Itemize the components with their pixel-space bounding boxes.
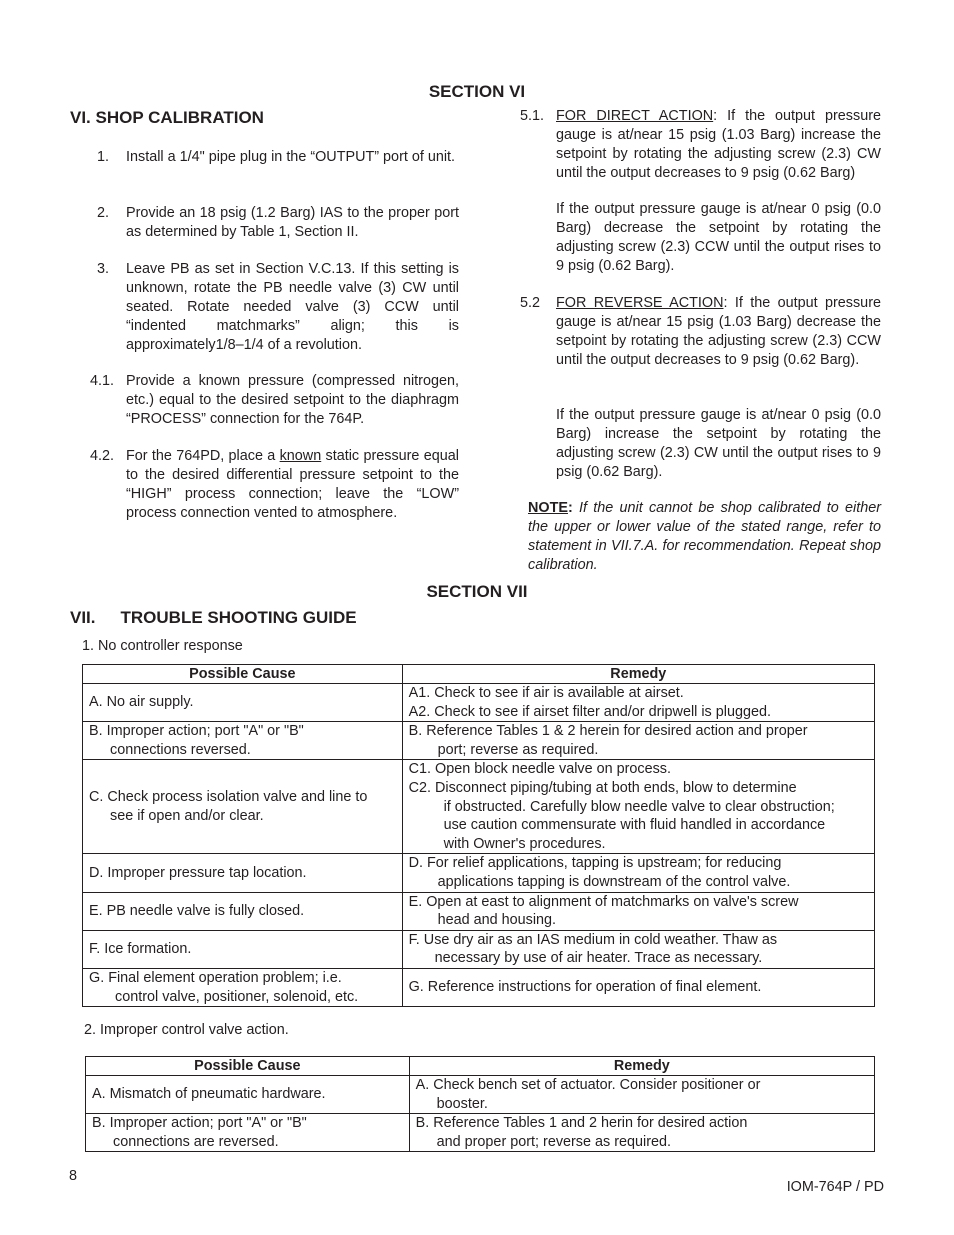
section-6-title: VI. SHOP CALIBRATION — [70, 108, 264, 127]
cause-line: C. Check process isolation valve and line to — [89, 789, 368, 806]
note-label: NOTE — [528, 500, 568, 516]
step-3 — [97, 260, 459, 356]
remedy-line: if obstructed. Carefully blow needle valve to clear obstruction; — [443, 798, 835, 815]
cause-cell — [86, 1076, 410, 1114]
cause-line: F. Ice formation. — [89, 941, 192, 958]
step-5-1-text — [556, 107, 881, 183]
step-4-2-number: 4.2. — [90, 448, 115, 464]
step-5-1-number: 5.1. — [520, 108, 545, 124]
section-7-title-number: VII. — [70, 608, 96, 627]
section-6-header: SECTION VI — [428, 82, 526, 101]
cause-line: see if open and/or clear. — [110, 807, 264, 824]
step-2-text: Provide an 18 psig (1.2 Barg) IAS to the proper port as determined by Table 1, Section II. — [126, 205, 459, 240]
cause-line: connections are reversed. — [113, 1133, 279, 1150]
table-row — [83, 930, 875, 968]
step-4-2 — [90, 447, 459, 527]
remedy-line: F. Use dry air as an IAS medium in cold weather. Thaw as — [408, 931, 778, 948]
remedy-cell — [409, 1076, 874, 1114]
cause-cell — [83, 968, 403, 1006]
remedy-cell — [402, 854, 874, 892]
calibration-note — [528, 499, 881, 575]
remedy-line: and proper port; reverse as required. — [436, 1133, 671, 1150]
reverse-action-heading: FOR REVERSE ACTION — [556, 295, 724, 311]
cause-line: G. Final element operation problem; i.e. — [89, 969, 342, 986]
table-row — [83, 892, 875, 930]
section-7-header: SECTION VII — [426, 582, 528, 601]
step-5-2-para2: If the output pressure gauge is at/near 0 psig (0.0 Barg) increase the setpoint by rotating the adjusting screw (2.3) CW until the output rises to 9 psig (0.62 Barg). — [556, 407, 881, 480]
page-number: 8 — [69, 1168, 78, 1184]
step-5-2-number: 5.2 — [520, 295, 541, 311]
step-4-2-text-after: static pressure equal to the desired differential pressure setpoint to the “HIGH” process connection; leave the “LOW” process connection vented to atmosphere. — [126, 448, 459, 521]
step-4-2-known: known — [279, 448, 322, 464]
remedy-line: booster. — [436, 1095, 488, 1112]
remedy-line: necessary by use of air heater. Trace as necessary. — [434, 950, 763, 967]
step-1 — [97, 148, 459, 188]
improper-valve-action-table — [85, 1056, 875, 1152]
table-2-caption: 2. Improper control valve action. — [84, 1022, 289, 1038]
remedy-line: B. Reference Tables 1 & 2 herein for desired action and proper — [408, 723, 808, 740]
step-4-1-text: Provide a known pressure (compressed nitrogen, etc.) equal to the desired setpoint to the diaphragm “PROCESS” connection for the 764P. — [126, 373, 459, 427]
cause-line: A. Mismatch of pneumatic hardware. — [92, 1086, 326, 1103]
step-5-1-para2: If the output pressure gauge is at/near 0 psig (0.0 Barg) decrease the setpoint by rotating the adjusting screw (2.3) CCW until the output rises to 9 psig (0.62 Barg). — [556, 201, 881, 274]
step-4-2-text — [126, 447, 459, 523]
remedy-cell — [402, 684, 874, 722]
cause-line: control valve, positioner, solenoid, etc. — [115, 988, 359, 1005]
cause-line: D. Improper pressure tap location. — [89, 864, 307, 881]
step-3-text: Leave PB as set in Section V.C.13. If this setting is unknown, rotate the PB needle valve (3) CW until seated. Rotate needed valve (3) CCW until “indented matchmarks” align; this is approximately1/8–1/4 of a revolution. — [126, 261, 459, 353]
remedy-line: A. Check bench set of actuator. Consider positioner or — [415, 1077, 761, 1093]
table-1-cause-header: Possible Cause — [83, 665, 403, 684]
remedy-cell — [402, 892, 874, 930]
cause-line: E. PB needle valve is fully closed. — [89, 902, 305, 919]
table-row — [83, 760, 875, 854]
remedy-cell — [402, 722, 874, 760]
reverse-action-text: : If the output pressure gauge is at/near 15 psig (1.03 Barg) decrease the setpoint by rotating the adjusting screw (2.3) CCW until the output decreases to 9 psig (0.62 Barg). — [556, 295, 881, 368]
note-colon: : — [567, 500, 573, 516]
remedy-cell — [402, 930, 874, 968]
cause-cell — [83, 892, 403, 930]
remedy-line: C1. Open block needle valve on process. — [408, 761, 671, 778]
table-row — [86, 1076, 875, 1114]
remedy-line: C2. Disconnect piping/tubing at both ends, blow to determine — [408, 779, 797, 796]
note-text: If the unit cannot be shop calibrated to either the upper or lower value of the stated range, refer to statement in VII.7.A. for recommendation. Repeat shop calibration. — [528, 500, 881, 573]
direct-action-text: : If the output pressure gauge is at/near 15 psig (1.03 Barg) increase the setpoint by rotating the adjusting screw (2.3) CW until the output decreases to 9 psig (0.62 Barg) — [556, 108, 881, 181]
step-2 — [97, 204, 459, 244]
remedy-line: A2. Check to see if airset filter and/or dripwell is plugged. — [408, 703, 771, 720]
step-4-2-text-before: For the 764PD, place a — [126, 448, 280, 464]
cause-cell — [86, 1114, 410, 1152]
remedy-cell — [402, 760, 874, 854]
table-2-remedy-header: Remedy — [409, 1057, 874, 1076]
table-2-header-row — [86, 1057, 875, 1076]
table-row — [83, 684, 875, 722]
table-1-header-row — [83, 665, 875, 684]
step-3-number: 3. — [97, 261, 110, 277]
remedy-cell — [409, 1114, 874, 1152]
step-4-1-number: 4.1. — [90, 373, 115, 389]
cause-cell — [83, 722, 403, 760]
remedy-line: G. Reference instructions for operation of final element. — [408, 979, 762, 996]
remedy-cell — [402, 968, 874, 1006]
cause-cell — [83, 930, 403, 968]
step-5-1 — [520, 107, 881, 277]
direct-action-heading: FOR DIRECT ACTION — [556, 108, 714, 124]
section-7-title-text: TROUBLE SHOOTING GUIDE — [120, 608, 357, 627]
remedy-line: use caution commensurate with fluid handled in accordance — [443, 817, 826, 834]
table-row — [83, 854, 875, 892]
cause-cell — [83, 760, 403, 854]
remedy-line: head and housing. — [437, 912, 557, 929]
cause-line: connections reversed. — [110, 741, 251, 758]
table-1-remedy-header: Remedy — [402, 665, 874, 684]
document-id: IOM-764P / PD — [786, 1179, 884, 1195]
remedy-line: B. Reference Tables 1 and 2 herin for desired action — [415, 1115, 748, 1132]
step-5-2-text — [556, 294, 881, 370]
cause-line: B. Improper action; port "A" or "B" — [89, 723, 304, 740]
table-row — [86, 1114, 875, 1152]
step-2-number: 2. — [97, 205, 110, 221]
table-2-cause-header: Possible Cause — [86, 1057, 410, 1076]
no-controller-response-table — [82, 664, 875, 1007]
remedy-line: port; reverse as required. — [437, 741, 599, 758]
remedy-line: E. Open at east to alignment of matchmarks on valve's screw — [408, 893, 799, 910]
cause-line: A. No air supply. — [89, 694, 194, 711]
cause-cell — [83, 684, 403, 722]
remedy-line: applications tapping is downstream of the control valve. — [437, 873, 791, 890]
step-1-text: Install a 1/4" pipe plug in the “OUTPUT” port of unit. — [126, 149, 456, 165]
remedy-line: with Owner's procedures. — [443, 835, 606, 852]
cause-line: B. Improper action; port "A" or "B" — [92, 1115, 307, 1132]
section-7-title — [70, 608, 357, 628]
remedy-line: A1. Check to see if air is available at airset. — [408, 685, 684, 701]
cause-cell — [83, 854, 403, 892]
step-1-number: 1. — [97, 149, 110, 165]
step-5-2 — [520, 294, 881, 484]
table-row — [83, 722, 875, 760]
table-1-caption: 1. No controller response — [82, 638, 243, 654]
table-row — [83, 968, 875, 1006]
remedy-line: D. For relief applications, tapping is upstream; for reducing — [408, 855, 782, 872]
step-4-1 — [90, 372, 459, 432]
